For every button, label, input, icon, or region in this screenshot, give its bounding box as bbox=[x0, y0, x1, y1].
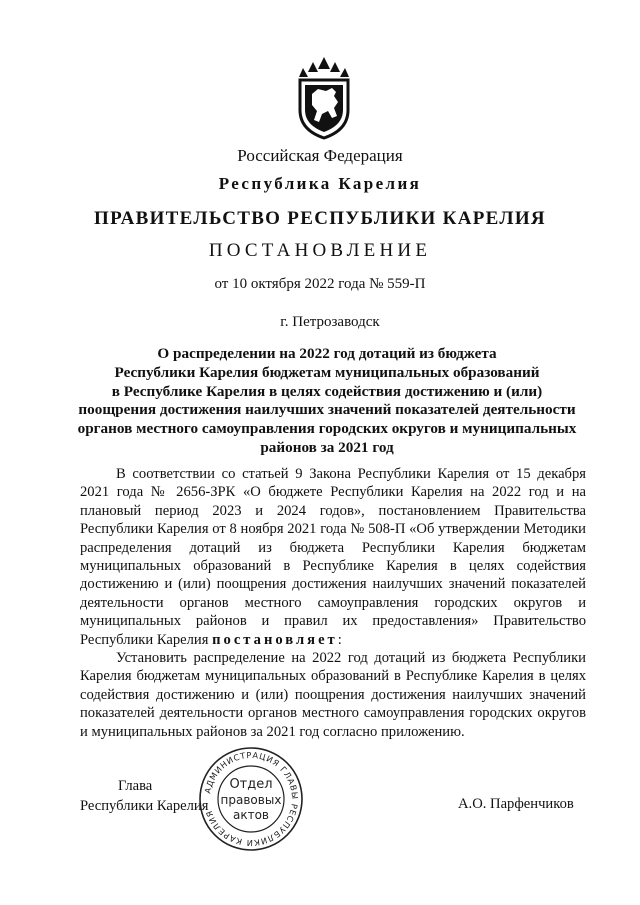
title-line: районов за 2021 год bbox=[260, 438, 394, 456]
title-line: поощрения достижения наилучших значений показателей деятельности bbox=[78, 401, 576, 419]
resolves-colon: : bbox=[337, 631, 342, 648]
title-line: органов местного самоуправления городских округов и муниципальных bbox=[77, 420, 577, 438]
federation-name: Российская Федерация bbox=[237, 146, 403, 165]
resolves-word: постановляет bbox=[212, 631, 338, 648]
date-and-number: от 10 октября 2022 года № 559-П bbox=[214, 276, 426, 292]
karelia-coat-of-arms-icon bbox=[294, 56, 354, 140]
preamble-text: В соответствии со статьей 9 Закона Республики Карелия от 15 декабря 2021 года № 2656-ЗРК «О бюджете Республики Карелия на 2022 год и на плановый период 2023 и 2024 годов», постановлением Правительства Республики Карелия от 8 ноября 2021 года № 508-П «Об утверждении Методики распределения дотаций из бюджета Республики Карелия бюджетам муниципальных образований в Республике Карелия в целях содействия достижению и (или) поощрения достижения наилучших значений показателей деятельности органов местного самоуправления городских округов и муниципальных районов и правил их предоставления» Правительство Республики Карелия bbox=[80, 466, 586, 648]
preamble-paragraph bbox=[80, 465, 586, 649]
stamp-line: правовых bbox=[220, 793, 282, 807]
stamp-ring-text: АДМИНИСТРАЦИЯ ГЛАВЫ РЕСПУБЛИКИ КАРЕЛИЯ bbox=[202, 749, 301, 849]
legal-acts-department-stamp bbox=[196, 744, 306, 854]
title-line: Республики Карелия бюджетам муниципальных образований bbox=[114, 363, 540, 381]
stamp-line: Отдел bbox=[229, 777, 273, 792]
document-title bbox=[70, 345, 584, 458]
decision-paragraph: Установить распределение на 2022 год дотаций из бюджета Республики Карелия бюджетам муниципальных образований в Республике Карелия в целях содействия достижению и (или) поощрения достижения наилучших значений показателей деятельности органов местного самоуправления городских округов и муниципальных районов за 2021 год согласно приложению. bbox=[80, 650, 586, 740]
document-body bbox=[80, 465, 586, 741]
republic-name: Республика Карелия bbox=[218, 174, 422, 193]
title-line: в Республике Карелия в целях содействия достижению и (или) bbox=[111, 382, 543, 400]
stamp-line: актов bbox=[232, 808, 270, 822]
signatory-name: А.О. Парфенчиков bbox=[458, 796, 574, 812]
signatory-position bbox=[80, 776, 208, 816]
government-name: ПРАВИТЕЛЬСТВО РЕСПУБЛИКИ КАРЕЛИЯ bbox=[94, 208, 546, 229]
city: г. Петрозаводск bbox=[280, 314, 380, 330]
signatory-position-line: Республики Карелия bbox=[80, 798, 209, 814]
document-type: ПОСТАНОВЛЕНИЕ bbox=[208, 240, 432, 261]
signatory-position-line: Глава bbox=[118, 778, 153, 794]
title-line: О распределении на 2022 год дотаций из бюджета bbox=[157, 345, 497, 362]
